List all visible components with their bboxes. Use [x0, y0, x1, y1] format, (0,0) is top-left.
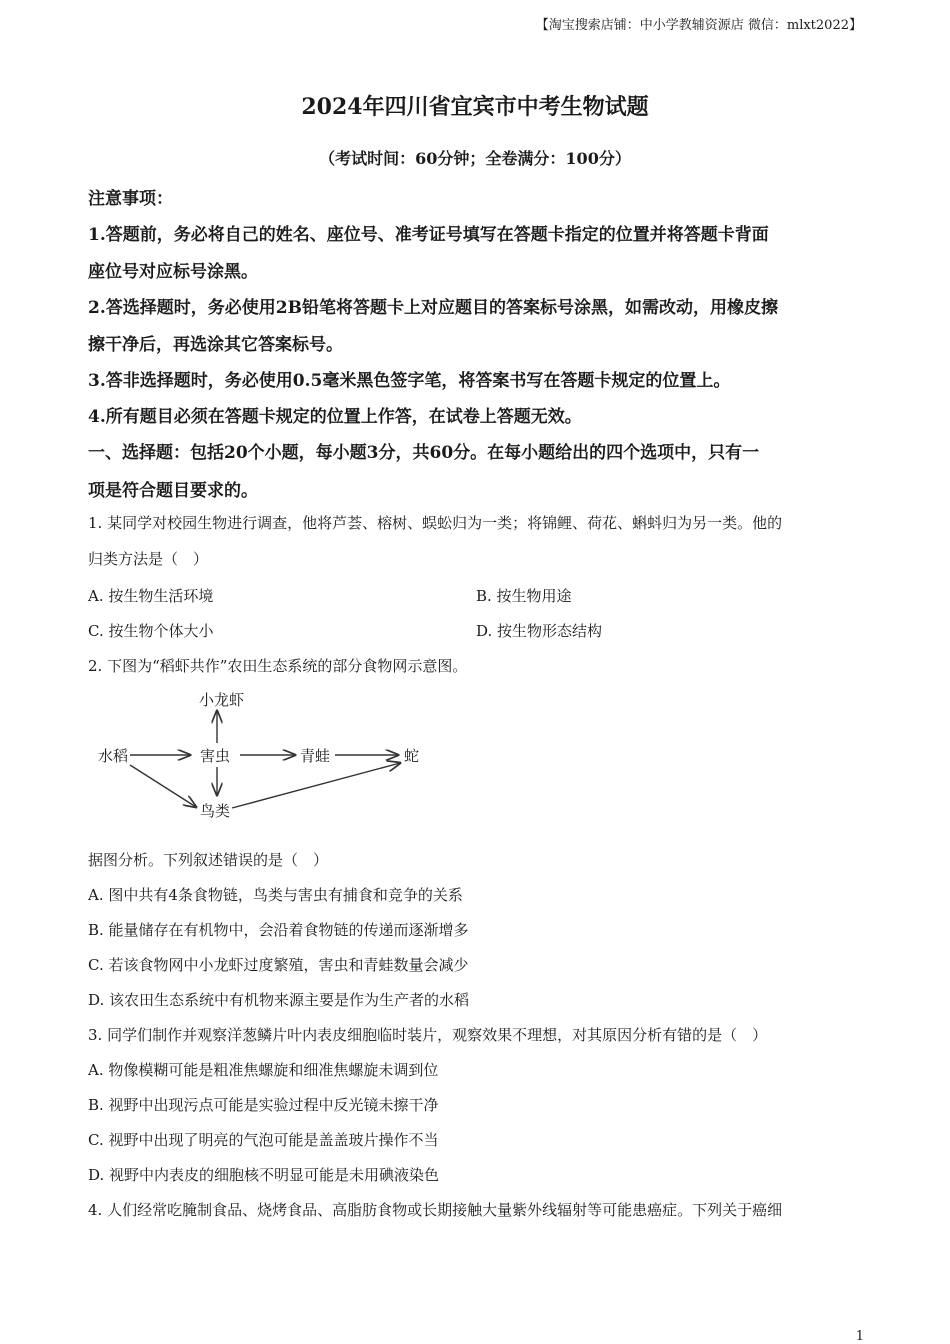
section-heading-cont: 项是符合题目要求的。	[88, 481, 258, 501]
notice-item: 座位号对应标号涂黑。	[88, 262, 258, 282]
arrow-birds-snake	[232, 763, 400, 808]
q2-question: 据图分析。下列叙述错误的是（ ）	[88, 851, 329, 869]
q1-option-d: D. 按生物形态结构	[476, 622, 603, 640]
q2-option-b: B. 能量储存在有机物中，会沿着食物链的传递而逐渐增多	[88, 921, 469, 939]
q3-option-c: C. 视野中出现了明亮的气泡可能是盖盖玻片操作不当	[88, 1131, 439, 1149]
q3-option-d: D. 视野中内表皮的细胞核不明显可能是未用碘液染色	[88, 1166, 440, 1184]
food-web-diagram	[90, 683, 430, 833]
q2-stem: 2. 下图为“稻虾共作”农田生态系统的部分食物网示意图。	[88, 657, 468, 675]
section-heading: 一、选择题：包括20个小题，每小题3分，共60分。在每小题给出的四个选项中，只有一	[88, 443, 760, 463]
q3-option-b: B. 视野中出现污点可能是实验过程中反光镜未擦干净	[88, 1096, 439, 1114]
notice-item: 2.答选择题时，务必使用2B铅笔将答题卡上对应题目的答案标号涂黑，如需改动，用橡皮擦	[88, 298, 778, 318]
page-number: 1	[855, 1329, 864, 1344]
node-pest: 害虫	[200, 747, 231, 765]
q3-option-a: A. 物像模糊可能是粗准焦螺旋和细准焦螺旋未调到位	[88, 1061, 439, 1079]
node-birds: 鸟类	[200, 802, 231, 820]
arrow-rice-birds	[130, 765, 196, 807]
notice-item: 1.答题前，务必将自己的姓名、座位号、准考证号填写在答题卡指定的位置并将答题卡背面	[88, 225, 769, 245]
page-title: 2024年四川省宜宾市中考生物试题	[301, 94, 649, 120]
q1-option-a: A. 按生物生活环境	[88, 587, 214, 605]
food-web-arrows	[90, 683, 430, 833]
q1-stem: 1. 某同学对校园生物进行调查，他将芦荟、榕树、蜈蚣归为一类；将锦鲤、荷花、蝌蚪归为另一类。他的	[88, 514, 783, 532]
node-crayfish: 小龙虾	[199, 691, 245, 709]
q2-option-d: D. 该农田生态系统中有机物来源主要是作为生产者的水稻	[88, 991, 470, 1009]
node-snake: 蛇	[404, 747, 420, 765]
exam-subtitle: （考试时间：60分钟；全卷满分：100分）	[319, 149, 631, 168]
q4-stem: 4. 人们经常吃腌制食品、烧烤食品、高脂肪食物或长期接触大量紫外线辐射等可能患癌症。下列关于癌细	[88, 1201, 783, 1219]
notice-item: 擦干净后，再选涂其它答案标号。	[88, 335, 343, 355]
node-rice: 水稻	[98, 747, 129, 765]
q1-option-c: C. 按生物个体大小	[88, 622, 214, 640]
q1-option-b: B. 按生物用途	[476, 587, 572, 605]
q1-stem-cont: 归类方法是（ ）	[88, 550, 209, 568]
header-note: 【淘宝搜索店铺：中小学教辅资源店 微信：mlxt2022】	[535, 18, 862, 33]
q2-option-c: C. 若该食物网中小龙虾过度繁殖，害虫和青蛙数量会减少	[88, 956, 469, 974]
q2-option-a: A. 图中共有4条食物链，鸟类与害虫有捕食和竞争的关系	[88, 886, 463, 904]
node-frog: 青蛙	[300, 747, 331, 765]
q3-stem: 3. 同学们制作并观察洋葱鳞片叶内表皮细胞临时装片，观察效果不理想，对其原因分析有错的是（ ）	[88, 1026, 768, 1044]
notice-item: 3.答非选择题时，务必使用0.5毫米黑色签字笔，将答案书写在答题卡规定的位置上。	[88, 371, 731, 391]
notice-item: 4.所有题目必须在答题卡规定的位置上作答，在试卷上答题无效。	[88, 407, 582, 427]
notice-heading: 注意事项：	[88, 189, 173, 209]
